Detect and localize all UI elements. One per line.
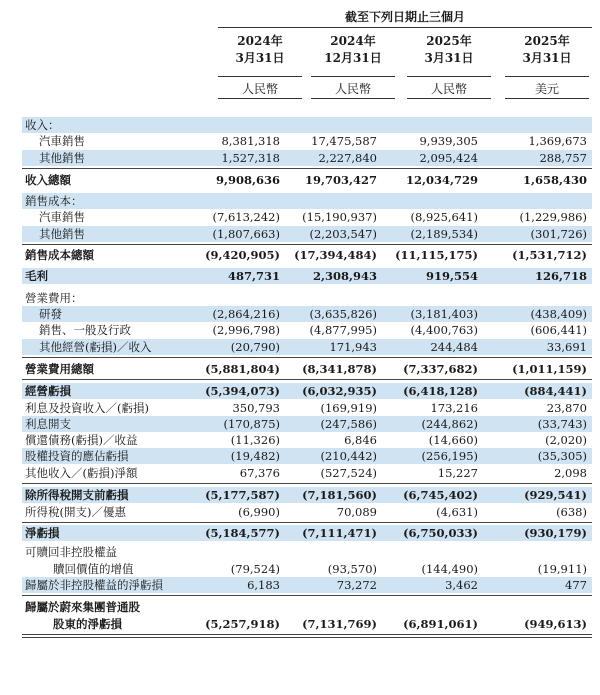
- row-label: 償還債務(虧損)／收益: [25, 433, 138, 447]
- row-value: (35,305): [537, 449, 587, 463]
- row-label: 股權投資的應佔虧損: [25, 449, 129, 463]
- row-value: 9,908,636: [215, 173, 280, 187]
- table-row: [22, 361, 592, 377]
- row-value: (438,409): [530, 307, 587, 321]
- table-row: [22, 193, 592, 209]
- row-value: (301,726): [530, 227, 587, 241]
- table-row: [22, 561, 592, 577]
- column-year: 2025年: [524, 34, 570, 48]
- row-value: (210,442): [320, 449, 377, 463]
- row-value: 171,943: [329, 340, 377, 354]
- table-row: [22, 339, 592, 355]
- subtotal-rule: [22, 483, 592, 484]
- column-header-rule: [218, 76, 302, 77]
- row-value: (1,531,712): [512, 248, 587, 262]
- table-row: [22, 544, 592, 560]
- row-value: (144,490): [421, 562, 478, 576]
- row-value: (5,184,577): [205, 526, 280, 540]
- column-header-rule: [311, 76, 395, 77]
- column-header-rule: [218, 98, 302, 99]
- column-header-1: [308, 33, 398, 67]
- row-label: 銷售成本總額: [25, 248, 94, 262]
- column-currency: 人民幣: [241, 82, 278, 96]
- row-value: (33,743): [537, 417, 587, 431]
- row-value: (930,179): [524, 526, 587, 540]
- row-value: 2,308,943: [312, 269, 377, 283]
- row-value: 70,089: [336, 505, 377, 519]
- row-label: 歸屬於非控股權益的淨虧損: [25, 578, 163, 592]
- row-value: 2,098: [554, 466, 587, 480]
- table-row: [22, 448, 592, 464]
- row-value: 12,034,729: [405, 173, 478, 187]
- row-value: (8,925,641): [410, 210, 478, 224]
- column-header-rule: [505, 76, 589, 77]
- table-row: [22, 247, 592, 263]
- row-label: 其他經營(虧損)／收入: [39, 340, 152, 354]
- column-year: 2024年: [237, 34, 283, 48]
- row-value: (93,570): [327, 562, 377, 576]
- row-value: (7,337,682): [403, 362, 478, 376]
- row-value: (1,807,663): [212, 227, 280, 241]
- table-row: [22, 487, 592, 503]
- row-value: 9,939,305: [419, 134, 478, 148]
- row-value: 173,216: [430, 401, 478, 415]
- row-value: 6,846: [344, 433, 377, 447]
- table-row: [22, 306, 592, 322]
- column-date: 3月31日: [235, 51, 285, 65]
- row-value: (6,418,128): [403, 384, 478, 398]
- subtotal-rule: [22, 168, 592, 169]
- row-value: (1,011,159): [512, 362, 587, 376]
- row-value: (6,032,935): [302, 384, 377, 398]
- row-value: 477: [565, 578, 587, 592]
- row-label: 歸屬於蔚來集團普通股: [25, 600, 140, 614]
- row-value: (3,181,403): [410, 307, 478, 321]
- row-value: (6,990): [238, 505, 280, 519]
- row-value: (17,394,484): [294, 248, 377, 262]
- row-value: (5,257,918): [205, 617, 280, 631]
- table-row: [22, 504, 592, 520]
- row-label: 所得稅(開支)／優惠: [25, 505, 126, 519]
- row-value: (2,189,534): [410, 227, 478, 241]
- row-value: (14,660): [428, 433, 478, 447]
- row-label: 其他銷售: [39, 227, 85, 241]
- row-value: (9,420,905): [205, 248, 280, 262]
- row-value: (2,864,216): [212, 307, 280, 321]
- total-rule: [22, 637, 592, 638]
- column-year: 2024年: [330, 34, 376, 48]
- row-value: 126,718: [534, 269, 587, 283]
- column-date: 3月31日: [522, 51, 572, 65]
- row-value: 288,757: [539, 151, 587, 165]
- row-value: (7,181,560): [302, 488, 377, 502]
- row-value: (15,190,937): [302, 210, 377, 224]
- row-value: (7,131,769): [302, 617, 377, 631]
- column-header-3: [502, 33, 592, 67]
- column-header-rule: [311, 98, 395, 99]
- row-value: 1,527,318: [221, 151, 280, 165]
- row-value: 487,731: [227, 269, 280, 283]
- period-title: 截至下列日期止三個月: [344, 10, 465, 24]
- table-row: [22, 172, 592, 188]
- column-header-rule: [505, 98, 589, 99]
- row-label: 淨虧損: [25, 526, 60, 540]
- table-row: [22, 616, 592, 632]
- column-year: 2025年: [426, 34, 472, 48]
- row-value: (6,750,033): [403, 526, 478, 540]
- row-value: 2,095,424: [419, 151, 478, 165]
- row-value: (606,441): [530, 323, 587, 337]
- row-label: 營業費用總額: [25, 362, 94, 376]
- table-row: [22, 525, 592, 541]
- subtotal-rule: [22, 379, 592, 380]
- row-value: (7,111,471): [302, 526, 377, 540]
- column-header-rule: [407, 98, 491, 99]
- row-value: (170,875): [223, 417, 280, 431]
- subtotal-rule: [22, 522, 592, 523]
- column-date: 3月31日: [424, 51, 474, 65]
- row-label: 汽車銷售: [39, 210, 85, 224]
- row-value: (4,400,763): [410, 323, 478, 337]
- row-value: (7,613,242): [212, 210, 280, 224]
- row-label: 收入：: [25, 118, 60, 132]
- row-label: 可贖回非控股權益: [25, 545, 117, 559]
- row-label: 營業費用：: [25, 291, 83, 305]
- row-value: 244,484: [430, 340, 478, 354]
- row-value: 73,272: [336, 578, 377, 592]
- row-value: 919,554: [425, 269, 478, 283]
- row-value: (2,203,547): [309, 227, 377, 241]
- row-label: 收入總額: [25, 173, 71, 187]
- row-value: (2,020): [545, 433, 587, 447]
- row-value: (1,229,986): [519, 210, 587, 224]
- row-value: 8,381,318: [221, 134, 280, 148]
- row-value: (2,996,798): [212, 323, 280, 337]
- row-value: (3,635,826): [309, 307, 377, 321]
- table-row: [22, 465, 592, 481]
- row-label: 其他銷售: [39, 151, 85, 165]
- row-label: 銷售、一般及行政: [39, 323, 131, 337]
- row-value: (20,790): [230, 340, 280, 354]
- row-value: (5,177,587): [205, 488, 280, 502]
- row-value: (929,541): [524, 488, 587, 502]
- column-currency: 美元: [534, 82, 559, 96]
- row-value: 19,703,427: [304, 173, 377, 187]
- table-row: [22, 577, 592, 593]
- column-currency: 人民幣: [334, 82, 371, 96]
- row-value: 1,658,430: [522, 173, 587, 187]
- row-value: (6,745,402): [403, 488, 478, 502]
- row-value: 1,369,673: [528, 134, 587, 148]
- column-currency: 人民幣: [430, 82, 467, 96]
- column-date: 12月31日: [324, 51, 382, 65]
- row-value: (19,911): [537, 562, 587, 576]
- table-row: [22, 290, 592, 306]
- row-label: 贖回價值的增值: [53, 562, 134, 576]
- row-label: 除所得稅開支前虧損: [25, 488, 129, 502]
- row-label: 毛利: [25, 269, 48, 283]
- column-header-0: [215, 33, 305, 67]
- row-label: 其他收入／(虧損)淨額: [25, 466, 138, 480]
- row-value: (256,195): [421, 449, 478, 463]
- table-row: [22, 209, 592, 225]
- row-value: 6,183: [247, 578, 280, 592]
- subtotal-rule: [22, 244, 592, 245]
- row-value: (884,441): [524, 384, 587, 398]
- row-value: (6,891,061): [403, 617, 478, 631]
- row-value: 2,227,840: [318, 151, 377, 165]
- row-value: 17,475,587: [311, 134, 377, 148]
- row-value: (4,631): [436, 505, 478, 519]
- table-row: [22, 268, 592, 284]
- row-value: 23,870: [546, 401, 587, 415]
- row-label: 利息開支: [25, 417, 71, 431]
- row-value: (5,394,073): [205, 384, 280, 398]
- row-label: 汽車銷售: [39, 134, 85, 148]
- row-value: (949,613): [524, 617, 587, 631]
- row-value: 67,376: [239, 466, 280, 480]
- row-label: 研發: [39, 307, 62, 321]
- row-value: (247,586): [320, 417, 377, 431]
- row-value: (527,524): [320, 466, 377, 480]
- table-row: [22, 400, 592, 416]
- column-header-2: [404, 33, 494, 67]
- row-value: (19,482): [230, 449, 280, 463]
- table-row: [22, 322, 592, 338]
- row-label: 銷售成本：: [25, 194, 83, 208]
- table-row: [22, 226, 592, 242]
- row-label: 經營虧損: [25, 384, 71, 398]
- row-value: 33,691: [546, 340, 587, 354]
- row-value: (638): [556, 505, 587, 519]
- period-title-rule: [218, 27, 592, 28]
- table-row: [22, 117, 592, 133]
- table-row: [22, 150, 592, 166]
- table-row: [22, 133, 592, 149]
- row-value: (4,877,995): [309, 323, 377, 337]
- row-value: (8,341,878): [302, 362, 377, 376]
- row-value: (169,919): [320, 401, 377, 415]
- row-value: (11,326): [230, 433, 280, 447]
- row-value: (244,862): [421, 417, 478, 431]
- row-value: 350,793: [232, 401, 280, 415]
- row-value: (5,881,804): [205, 362, 280, 376]
- table-row: [22, 432, 592, 448]
- total-rule: [22, 634, 592, 635]
- row-value: (11,115,175): [395, 248, 478, 262]
- row-value: 15,227: [437, 466, 478, 480]
- subtotal-rule: [22, 595, 592, 596]
- row-label: 股東的淨虧損: [53, 617, 122, 631]
- row-value: 3,462: [445, 578, 478, 592]
- row-value: (79,524): [230, 562, 280, 576]
- subtotal-rule: [22, 357, 592, 358]
- column-header-rule: [407, 76, 491, 77]
- table-row: [22, 416, 592, 432]
- table-row: [22, 599, 592, 615]
- table-row: [22, 383, 592, 399]
- row-label: 利息及投資收入／(虧損): [25, 401, 149, 415]
